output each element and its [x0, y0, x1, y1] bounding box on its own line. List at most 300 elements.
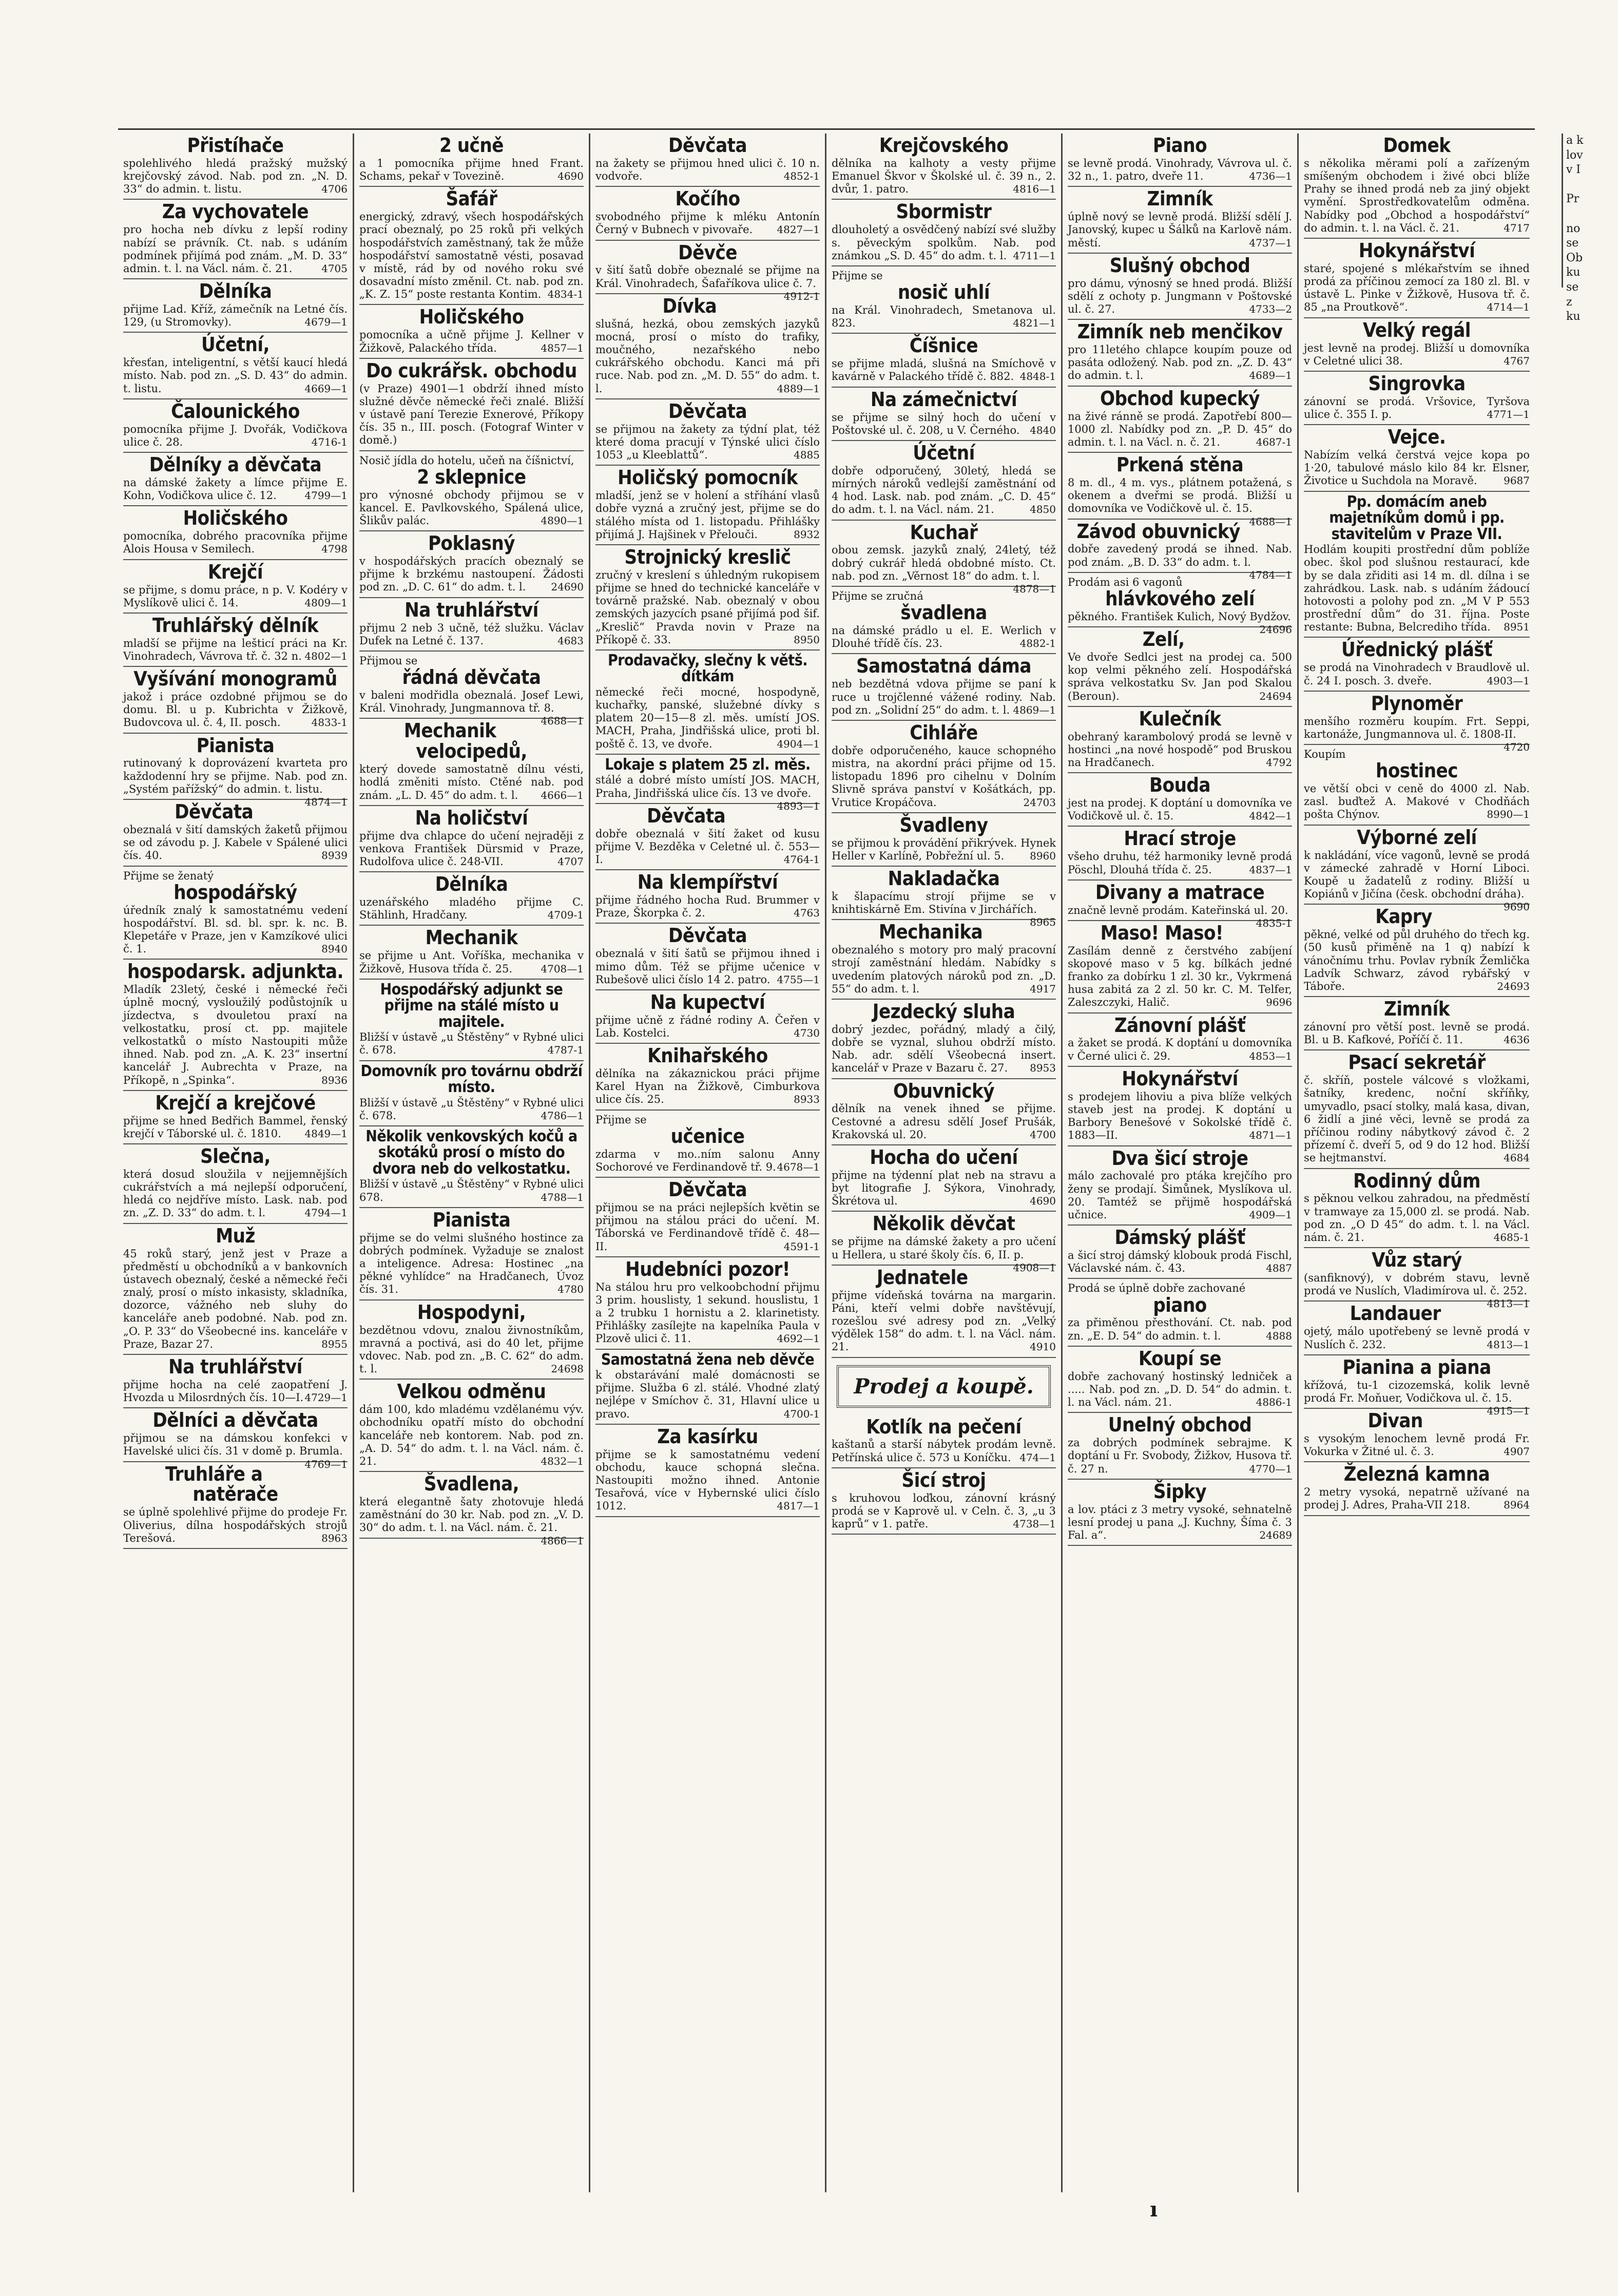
- ad-number: 4690: [1030, 1195, 1056, 1208]
- classified-ad: [1068, 453, 1292, 528]
- ad-title: Zelí,: [1142, 628, 1185, 651]
- ad-number: 4885: [794, 449, 820, 462]
- classified-ad: [832, 521, 1056, 595]
- ad-text: všeho druhu, též harmoniky levně prodá Pöschl, Dlouhá třída č. 25. 4837—1: [1068, 850, 1292, 876]
- ad-number: 8955: [321, 1337, 348, 1350]
- classified-ad: [832, 266, 1056, 334]
- ad-title: Cihláře: [910, 721, 978, 744]
- classified-ad: [1068, 133, 1292, 187]
- ad-title: Železná kamna: [1343, 1463, 1490, 1486]
- ad-number: 4678—1: [777, 1160, 820, 1173]
- ad-text: rutinovaný k doprovázení kvarteta pro každodenní hry se přijme. Nab. pod zn. „Systém pařížský“ do admin. t. listu. 4874—1: [123, 757, 348, 809]
- classified-ad: [359, 1472, 584, 1547]
- ad-number: 4908—1: [1013, 1261, 1056, 1274]
- ad-text: zánovní pro větší post. levně se prodá. Bl. u B. Kafkové, Poříčí č. 11. 4636: [1304, 1020, 1530, 1046]
- ad-number: 4716-1: [311, 435, 348, 448]
- ad-title: 2 učně: [439, 134, 504, 157]
- ad-text: (sanfiknový), v dobrém stavu, levně prodá ve Nuslích, Vladimírova ul. č. 252. 4813—1: [1304, 1272, 1530, 1310]
- ad-title: Šipky: [1153, 1480, 1207, 1503]
- ad-text: stálé a dobré místo umístí JOS. MACH, Praha, Jindřišská ulice čís. 13 ve dvoře. 4893—1: [595, 774, 820, 812]
- classified-ad: [1068, 1347, 1292, 1413]
- ad-text: obou zemsk. jazyků znalý, 24letý, též dobrý cukrář hledá obdobné místo. Ct. nab. pod zn. „Věrnost 18“ do adm. t. l. 4878—1: [832, 544, 1056, 595]
- ad-title: Děvčata: [647, 804, 726, 827]
- ad-text: který dovede samostatně dílnu vésti, hodlá změniti místo. Ctěné nab. pod znám. „L. D. 45“ do adm. t. l. 4666—1: [359, 763, 584, 801]
- ad-text: obeznalá v šití damských žaketů přijmou se od závodu p. J. Kabele v Spálené ulici čís. 40. 8939: [123, 823, 348, 862]
- classified-ad: [595, 466, 820, 545]
- classified-ad: [1068, 881, 1292, 929]
- ad-title: Hospodářský adjunkt se přijme na stálé místo u majitele.: [380, 980, 563, 1031]
- ad-number: 4755—1: [777, 973, 820, 986]
- ad-number: 4689—1: [1249, 369, 1292, 382]
- classified-ad: [832, 587, 1056, 654]
- classified-ad: [123, 614, 348, 667]
- ad-text: která elegantně šaty zhotovuje hledá zaměstnání do 30 kr. Nab. pod zn. „V. D. 30“ do adm. t. l. na Václ. nám. č. 21. 4866—1: [359, 1496, 584, 1547]
- ad-text: svobodného přijme k mléku Antonín Černý v Bubnech v pivovaře. 4827—1: [595, 211, 820, 236]
- ad-text: se prodá na Vinohradech v Braudlově ul. č. 24 I. posch. 3. dveře. 4903—1: [1304, 661, 1530, 687]
- ad-text: se levně prodá. Vinohrady, Vávrova ul. č. 32 n., 1. patro, dveře 11. 4736—1: [1068, 157, 1292, 183]
- classified-ad: [1068, 1013, 1292, 1067]
- classified-ad: [359, 652, 584, 728]
- classified-ad: [123, 867, 348, 960]
- edge-fragment: se: [1566, 280, 1579, 294]
- ad-number: 4890—1: [541, 514, 584, 527]
- ad-number: 4849—1: [304, 1127, 348, 1140]
- ad-title: Účetní,: [201, 333, 270, 356]
- ad-text: obeznalého s motory pro malý pracovní strojí zaměstnání hledám. Nabídky s uvedením platových nároků pod zn. „D. 55“ do adm. t. l. 4917: [832, 944, 1056, 995]
- footer-mark: ı: [1150, 2197, 1158, 2222]
- ad-number: 8951: [1504, 621, 1530, 634]
- column-4: [826, 133, 1063, 2192]
- ad-text: s kruhovou loďkou, zánovní krásný prodá se v Kaprově ul. v Celn. č. 3, „u 3 kaprů“ v 1. patře. 4738—1: [832, 1491, 1056, 1530]
- ad-text: 8 m. dl., 4 m. vys., plátnem potažená, s okenem a dveřmi se prodá. Bližší u domovníka ve Vodičkově ul. č. 15. 4688—1: [1068, 476, 1292, 528]
- ad-text: uzenářského mladého přijme C. Stählinh, Hradčany. 4709-1: [359, 896, 584, 922]
- classified-ad: [1068, 827, 1292, 880]
- ad-text: přijme se hned Bedřich Bammel, řenský krejčí v Táborské ul. č. 1810. 4849—1: [123, 1114, 348, 1140]
- ad-title: Za kasírku: [657, 1425, 758, 1448]
- classified-ad: [1068, 1226, 1292, 1279]
- ad-text: jest na prodej. K doptání u domovníka ve Vodičkově ul. č. 15. 4842—1: [1068, 797, 1292, 822]
- ad-title: učenice: [670, 1124, 745, 1147]
- ad-number: 4692—1: [777, 1332, 820, 1345]
- ad-text: spolehlivého hledá pražský mužský krejčovský závod. Nab. pod zn. „N. D. 33“ do admin. t. listu. 4706: [123, 157, 348, 196]
- ad-text: 2 metry vysoká, nepatrně užívané na prodej J. Adres, Praha-VII 218. 8964: [1304, 1486, 1530, 1511]
- ad-number: 4816—1: [1013, 183, 1056, 196]
- edge-fragment: a k: [1566, 134, 1584, 147]
- ad-number: 4711—1: [1013, 249, 1056, 262]
- ad-title: Dělníci a děvčata: [152, 1409, 318, 1432]
- ad-number: 24689: [1259, 1529, 1292, 1542]
- ad-text: přijme se k samostatnému vedení obchodu, kauce schopná slečna. Nastoupiti možno ihned. Antonie Tesařová, více v Hybernské ulici číslo 1012. 4817—1: [595, 1448, 820, 1513]
- ad-number: 4866—1: [541, 1534, 584, 1547]
- classified-ad: [1068, 254, 1292, 320]
- classified-ad: [595, 294, 820, 399]
- classified-ad: [832, 334, 1056, 387]
- ad-title: piano: [1153, 1293, 1207, 1316]
- ad-title: Děvčata: [668, 1178, 747, 1201]
- ad-title: Truhlářský dělník: [152, 614, 319, 637]
- ad-number: 4736—1: [1249, 170, 1292, 183]
- ad-text: bezdětnou vdovu, znalou živnostníkům, mravná a poctivá, asi do 40 let, přijme vdovec. Nab. pod zn. „B. C. 62“ do adm. t. l. 24698: [359, 1324, 584, 1375]
- ad-number: 24694: [1259, 690, 1292, 702]
- ad-title: Čalounického: [171, 399, 300, 423]
- classified-ad: [123, 960, 348, 1090]
- ad-title: Samostatná dáma: [856, 655, 1031, 678]
- ad-text: úředník znalý k samostatnému vedení hospodářství. Bl. sd. bl. spr. k. nc. B. Klepetáře v Praze, jen v Kamzíkové ulici č. 1. 8940: [123, 904, 348, 955]
- column-3: [590, 133, 826, 2192]
- ad-text: obehraný karambolový prodá se levně v hostinci „na nové hospodě“ pod Bruskou na Hradčanech. 4792: [1068, 730, 1292, 769]
- ad-number: 8940: [321, 943, 348, 955]
- ad-number: 4882-1: [1019, 637, 1056, 650]
- classified-ad: [123, 667, 348, 733]
- ad-number: 4813—1: [1487, 1297, 1530, 1310]
- ad-title: Prkená stěna: [1116, 453, 1244, 476]
- ad-title: hospodářský: [174, 881, 297, 904]
- ad-text: dobře odporučený, 30letý, hledá se mírných nároků vedlejší zaměstnání od 4 hod. Lask. nab. pod znám. „C. D. 45“ do adm. t. l. na Václ. nám. 21. 4850: [832, 464, 1056, 516]
- ad-number: 4730: [794, 1026, 820, 1039]
- ad-number: 4709-1: [547, 909, 584, 922]
- classified-ad: [595, 804, 820, 870]
- ad-title: Zimník neb menčikov: [1077, 320, 1283, 343]
- ad-text: k obstarávání malé domácnosti se přijme. Služba 6 zl. stálé. Vhodné zlatý nejlépe v Smíchov č. 31, Hlavní ulice u pravo. 4700-1: [595, 1369, 820, 1420]
- ad-number: 4685-1: [1493, 1231, 1530, 1244]
- ad-number: 4786—1: [541, 1109, 584, 1122]
- ad-number: 4869—1: [1013, 703, 1056, 716]
- ad-number: 8963: [321, 1532, 348, 1544]
- ad-text: dělník na venek ihned se přijme. Cestovné a adresu sdělí Josef Prušák, Krakovská ul. 20. 4700: [832, 1102, 1056, 1141]
- ad-text: přijme hocha na celé zaopatření J. Hvozda u Milosrdných čís. 10—I. 4729—1: [123, 1378, 348, 1404]
- ad-text: přijmu 2 neb 3 učně, též služku. Václav Dufek na Letné č. 137. 4683: [359, 621, 584, 647]
- classified-ad: [1304, 239, 1530, 318]
- edge-fragment: ku: [1566, 310, 1581, 323]
- ad-title: Hokynářství: [1122, 1067, 1238, 1090]
- ad-number: 4817—1: [777, 1500, 820, 1513]
- ad-text: č. skříň, postele válcové s vložkami, šatníky, kredenc, noční skříňky, umyvadlo, psací stolky, malá kasa, divan, 6 židlí a jiné věci, levně se prodá za příčinou rodiny nábytkový závod č. 2 přízemí č. dveří 5, od 9 do 12 hod. Bližší se hejtmanství. 4684: [1304, 1074, 1530, 1164]
- ad-text: v šití šatů dobře obeznalé se přijme na Král. Vinohradech, Šafaříkova ulice č. 7. 4912-1: [595, 264, 820, 302]
- ad-title: Vůz starý: [1372, 1249, 1462, 1272]
- ad-prefix: Prodá se úplně dobře zachované: [1068, 1282, 1246, 1295]
- ad-title: Jezdecký sluha: [872, 1000, 1015, 1023]
- ad-title: Pp. domácím aneb majetníkům domů i pp. stavitelům v Praze VII.: [1329, 492, 1505, 543]
- ad-text: dobře zavedený prodá se ihned. Nab. pod znám. „B. D. 33“ do adm. t. l. 4784—1: [1068, 543, 1292, 581]
- ad-title: Několik venkovských kočů a skotáků prosí o místo do dvora neb do velkostatku.: [365, 1127, 577, 1178]
- classified-ad: [123, 1224, 348, 1355]
- classified-ad: [359, 451, 584, 532]
- ad-number: 8990—1: [1487, 808, 1530, 821]
- ad-text: Hodlám koupiti prostřední dům poblíže obec. škol pod slušnou restaurací, kde by se dala zřiditi asi 14 m. dl. dílna i se zahrádkou. Lask. nab. s udáním žádoucí hotovosti a polohy pod zn. „M V P 553 prostřední dům“ do 31. října. Poste restante: Bubna, Belcrediho třída. 8951: [1304, 543, 1530, 634]
- ad-title: Sbormistr: [896, 200, 992, 223]
- classified-ad: [123, 399, 348, 453]
- classified-ad: [123, 1091, 348, 1144]
- ad-text: a lov. ptáci z 3 metry vysoké, sehnatelně lesní prodej u pana „J. Kuchny, Šíma č. 3 Fal. a“. 24689: [1068, 1503, 1292, 1542]
- ad-number: 4874—1: [304, 796, 348, 809]
- ad-number: 4780: [557, 1283, 584, 1296]
- ad-number: 8939: [321, 849, 348, 862]
- ad-number: 4792: [1266, 756, 1292, 769]
- ad-title: Švadlena,: [423, 1472, 519, 1496]
- classified-ad: [595, 1350, 820, 1425]
- ad-text: dlouholetý a osvědčený nabízí své služby s. pěveckým spolkům. Nab. pod známkou „S. D. 45“ do adm. t. l. 4711—1: [832, 223, 1056, 262]
- ad-number: 4852-1: [783, 170, 820, 183]
- ad-number: 4832—1: [541, 1455, 584, 1467]
- ad-title: Krejčovského: [879, 134, 1009, 157]
- ad-title: Přistíhače: [187, 134, 284, 157]
- ad-number: 24696: [1259, 623, 1292, 636]
- ad-title: Kočího: [675, 187, 740, 211]
- ad-number: 4714—1: [1487, 301, 1530, 314]
- ad-title: Velký regál: [1363, 318, 1471, 341]
- ad-title: Kotlík na pečení: [866, 1415, 1022, 1438]
- ad-text: přijmou se na dámskou konfekci v Havelské ulici čís. 31 v domě p. Brumla. 4769—1: [123, 1432, 348, 1470]
- classified-ad: [1068, 1413, 1292, 1479]
- ad-number: 4684: [1504, 1152, 1530, 1164]
- classified-ad: [123, 1408, 348, 1470]
- classified-ad: [123, 200, 348, 279]
- ad-number: 4666—1: [541, 789, 584, 801]
- ad-title: Pianista: [432, 1208, 511, 1231]
- ad-text: jakož i práce ozdobné přijmou se do domu. Bl. u p. Kubrichta v Žižkově, Budovcova ul. č. 4, II. posch. 4833-1: [123, 691, 348, 729]
- ad-number: 4871—1: [1249, 1129, 1292, 1142]
- ad-number: 8950: [794, 633, 820, 646]
- ad-number: 4769—1: [304, 1458, 348, 1470]
- ad-title: Šafář: [446, 187, 497, 211]
- ad-title: Unelný obchod: [1108, 1413, 1252, 1437]
- ad-number: 4636: [1504, 1034, 1530, 1046]
- classified-ad: [1304, 1248, 1530, 1310]
- ad-number: 4770—1: [1249, 1462, 1292, 1475]
- classified-ad: [1068, 627, 1292, 707]
- ad-title: Dámský plášť: [1114, 1226, 1245, 1249]
- classified-ad: [1068, 320, 1292, 386]
- classified-ad: [1068, 773, 1292, 827]
- classified-ad: [1068, 707, 1292, 773]
- classified-ad: [123, 1355, 348, 1408]
- ad-text: s několika měrami polí a zařízeným smíšeným obchodem i živé obci blíže Prahy se ihned prodá neb za jiný objekt vymění. Sprostředkovatelům odměna. Nabídky pod „Obchod a hospodářství“ do admin. t. l. na Václ. č. 21. 4717: [1304, 157, 1530, 234]
- classified-ad: [595, 1257, 820, 1350]
- ad-number: 4738—1: [1013, 1518, 1056, 1530]
- ad-title: Dělníka: [435, 873, 508, 896]
- ad-title: Muž: [216, 1224, 255, 1247]
- edge-fragment: lov: [1566, 148, 1583, 162]
- ad-number: 4827—1: [777, 223, 820, 236]
- classified-ad: [595, 870, 820, 924]
- ad-number: 4733—2: [1249, 302, 1292, 315]
- ad-text: na dámské prádlo u el. E. Werlich v Dlouhé třídě čís. 23. 4882-1: [832, 624, 1056, 650]
- classified-ad: [1068, 921, 1292, 1013]
- ad-number: 4771—1: [1487, 408, 1530, 420]
- ad-text: ojetý, málo upotřebený se levně prodá v Nuslích č. 232. 4813—1: [1304, 1325, 1530, 1351]
- ad-title: Zánovní plášť: [1114, 1013, 1246, 1037]
- ad-text: pro dámu, výnosný se hned prodá. Bližší sdělí z ochoty p. Jungmann v Poštovské ul. č. 27. 4733—2: [1068, 277, 1292, 315]
- ad-title: Dělníka: [199, 280, 272, 303]
- classified-ad: [359, 806, 584, 872]
- ad-number: 8960: [1030, 849, 1056, 862]
- classified-ad: [1304, 1169, 1530, 1249]
- classified-ad: [123, 1462, 348, 1549]
- ad-text: pomocníka a učně přijme J. Kellner v Žižkově, Palackého třída. 4857—1: [359, 329, 584, 354]
- ad-text: přijme Lad. Kříž, zámečník na Letné čís. 129, (u Stromovky). 4679—1: [123, 302, 348, 329]
- classified-ad: [359, 133, 584, 187]
- ad-number: 4700: [1030, 1128, 1056, 1141]
- ad-text: Nabízím velká čerstvá vejce kopa po 1·20, tabulové máslo kilo 84 kr. Elsner, Životice u Suchdola na Moravě. 9687: [1304, 449, 1530, 487]
- classified-ad: [595, 133, 820, 187]
- ad-number: 4912-1: [783, 290, 820, 302]
- classified-ad: [595, 1425, 820, 1517]
- ad-number: 4767: [1504, 354, 1530, 367]
- ad-title: Zimník: [1384, 998, 1450, 1021]
- classified-ad: [1304, 997, 1530, 1050]
- ad-title: Plynoměr: [1371, 692, 1463, 715]
- ad-title: Velkou odměnu: [397, 1380, 546, 1403]
- ad-text: dělníka na zákaznickou práci přijme Karel Hyan na Žižkově, Cimburkova ulice čís. 25. 8933: [595, 1067, 820, 1106]
- ad-number: 4784—1: [1249, 568, 1292, 581]
- ad-title: Mechanik: [425, 926, 518, 949]
- ad-title: Na kupectví: [650, 990, 765, 1013]
- ad-title: Hospodyni,: [417, 1300, 526, 1324]
- ad-title: nosič uhlí: [897, 281, 990, 304]
- classified-ad: [595, 399, 820, 466]
- ad-title: Na holičství: [415, 806, 528, 829]
- ad-title: Děvčata: [668, 924, 747, 947]
- ad-prefix: Přijmou se: [359, 654, 418, 667]
- ad-title: Dělníky a děvčata: [149, 453, 322, 476]
- ad-text: na živé ránně se prodá. Zapotřebí 800—1000 zl. Nabídky pod zn. „P. D. 45“ do admin. t. l. na Václ. n. č. 21. 4687-1: [1068, 410, 1292, 448]
- classified-ad: [595, 755, 820, 812]
- ad-text: za přiměnou přesthování. Ct. nab. pod zn. „E. D. 54“ do admin. t. l. 4888: [1068, 1316, 1292, 1342]
- ad-text: Ve dvoře Sedlci jest na prodej ca. 500 kop velmi pěkného zelí. Hospodářská správa velkostatku Sv. Jan pod Skalou (Beroun). 24694: [1068, 650, 1292, 702]
- classified-ad: [595, 650, 820, 755]
- classified-ad: [1304, 425, 1530, 491]
- ad-title: Hrací stroje: [1124, 827, 1236, 850]
- ad-text: se přijme se silný hoch do učení v Poštovské ul. č. 208, u V. Černého. 4840: [832, 411, 1056, 436]
- ad-number: 4907: [1504, 1445, 1530, 1458]
- ad-text: pro hocha neb dívku z lepší rodiny nabízí se právník. Ct. nab. s udáním podmínek přijímá pod znám. „M. D. 33“ admin. t. l. na Václ. nám. č. 21. 4705: [123, 223, 348, 275]
- ad-number: 8964: [1504, 1499, 1530, 1511]
- ad-text: a 1 pomocníka přijme hned Frant. Schams, pekař v Tovezině. 4690: [359, 157, 584, 183]
- classified-ad: [832, 1212, 1056, 1274]
- ad-number: 4787-1: [547, 1044, 584, 1057]
- classified-ad: [359, 926, 584, 979]
- ad-title: Mechanik velocipedů,: [403, 719, 527, 763]
- ad-title: Dva šicí stroje: [1111, 1146, 1248, 1170]
- ad-number: 4679—1: [304, 316, 348, 329]
- ad-text: k nakládání, více vagonů, levně se prodá v zámecké zahradě v Horní Liboci. Koupě u žadatelů z rodiny. Bližší u Kopiánů v Jičína (česk. obchodní dráha). 9690: [1304, 849, 1530, 913]
- ad-title: Krejčí: [207, 560, 263, 583]
- edge-fragment: [1566, 178, 1618, 193]
- ad-text: mladší se přijme na lešticí práci na Kr. Vinohradech, Vávrova tř. č. 32 n. 4802—1: [123, 637, 348, 662]
- ad-number: 4788—1: [541, 1191, 584, 1203]
- ad-number: 4878—1: [1013, 582, 1056, 595]
- ad-title: Na zámečnictví: [870, 388, 1017, 411]
- classified-ad: [1068, 187, 1292, 253]
- classified-ad: [123, 333, 348, 399]
- ad-number: 4887: [1266, 1262, 1292, 1275]
- classified-ad: [359, 187, 584, 305]
- ad-text: křesťan, inteligentní, s větší kaucí hledá místo. Nab. pod zn. „S. D. 43“ do admin. t. listu. 4669—1: [123, 356, 348, 395]
- classified-ad: [359, 1126, 584, 1208]
- ad-text: dělníka na kalhoty a vesty přijme Emanuel Škvor v Školské ul. č. 39 n., 2. dvůr, 1. patro. 4816—1: [832, 157, 1056, 196]
- ad-text: jest levně na prodej. Bližší u domovníka v Celetné ulici 38. 4767: [1304, 341, 1530, 367]
- columns-container: [118, 133, 1535, 2192]
- ad-title: Hudebníci pozor!: [625, 1257, 790, 1280]
- classified-ad: [832, 1145, 1056, 1212]
- ad-text: Na stálou hru pro velkoobchodní přijmu 3 prim. houslisty, 1 sekund. houslistu, 1 a 2 trubku 1 hornistu a 2. klarinetisty. Přihlášky zasílejte na kapelníka Paula v Plzově ulici č. 11. 4692—1: [595, 1280, 820, 1345]
- ad-number: 4910: [1030, 1341, 1056, 1353]
- ad-title: Samostatná žena neb děvče: [601, 1350, 815, 1369]
- ad-title: Piano: [1152, 134, 1207, 157]
- ad-number: 4909—1: [1249, 1208, 1292, 1221]
- ad-text: zručný v kreslení s úhledným rukopisem přijme se hned do technické kanceláře v továrně pražské. Nab. obeznalý v obou zemských jazycích psané přijímá pod šif. „Kreslič“ Pravda novin v Praze na Příkopě č. 33. 8950: [595, 568, 820, 646]
- column-5: [1063, 133, 1299, 2192]
- ad-text: se přijme, s domu práce, n p. V. Kodéry v Myslíkově ulici č. 14. 4809—1: [123, 583, 348, 609]
- ad-title: Obchod kupecký: [1100, 387, 1260, 410]
- ad-text: ve větší obci v ceně do 4000 zl. Nab. zasl. buďtež A. Makové v Chodňách pošta Chýnov. 8990—1: [1304, 782, 1530, 821]
- ad-text: dobře odporučeného, kauce schopného mistra, na akordní práci přijme od 15. listopadu 1896 pro cihelnu v Dolním Slivně správa panství v Košátkách, pp. Vrutice Kropáčova. 24703: [832, 744, 1056, 809]
- ad-text: se přijmou k provádění přikrývek. Hynek Heller v Karlíně, Pobřežní ul. 5. 8960: [832, 836, 1056, 862]
- classified-ad: [1304, 1050, 1530, 1169]
- ad-number: 4915—1: [1487, 1405, 1530, 1417]
- ad-title: Hokynářství: [1358, 239, 1475, 262]
- ad-number: 8933: [794, 1093, 820, 1106]
- ad-title: Divany a matrace: [1095, 881, 1265, 904]
- ad-title: Domek: [1383, 134, 1451, 157]
- ad-number: 4720: [1504, 740, 1530, 753]
- ad-title: Na klempířství: [637, 871, 778, 894]
- ad-text: se přijme mladá, slušná na Smíchově v kavárně v Palackého třídě č. 882. 4848-1: [832, 357, 1056, 383]
- ad-title: Mechanika: [878, 921, 983, 944]
- ad-title: Dívka: [662, 294, 717, 317]
- ad-title: Truhláře a natěrače: [165, 1462, 278, 1506]
- ad-text: dám 100, kdo mladému vzdělanému výv. obchodníku opatří místo do obchodní kanceláře neb kontorem. Nab. pod zn. „A. D. 54“ do adm. t. l. na Václ. nám. č. 21. 4832—1: [359, 1403, 584, 1467]
- ad-title: Obuvnický: [893, 1079, 994, 1102]
- ad-title: Singrovka: [1368, 372, 1466, 395]
- classified-ad: [1068, 1480, 1292, 1546]
- classified-ad: [595, 1178, 820, 1257]
- classified-ad: [359, 719, 584, 806]
- ad-title: Na truhlářství: [168, 1355, 302, 1379]
- ad-title: Kuchař: [910, 521, 978, 544]
- ad-title: švadlena: [900, 601, 987, 624]
- ad-text: se přijme na dámské žakety a pro učení u Hellera, u staré školy čís. 6, II. p. 4908—1: [832, 1235, 1056, 1274]
- ad-title: Landauer: [1350, 1302, 1441, 1325]
- classified-ad: [832, 441, 1056, 521]
- ad-number: 9687: [1504, 474, 1530, 487]
- ad-text: mladší, jenž se v holení a stříhání vlasů dobře vyzná a zručný jest, přijme se do stálého místa od 1. listopadu. Přihlášky přijímá J. Hajšinek v Přelouči. 8932: [595, 489, 820, 541]
- ad-number: 4837—1: [1249, 863, 1292, 876]
- classified-ad: [832, 920, 1056, 1000]
- ad-number: 4802—1: [304, 649, 348, 662]
- ad-title: hlávkového zelí: [1105, 587, 1255, 610]
- ad-number: 4717: [1504, 221, 1530, 234]
- ad-title: Holičský pomocník: [618, 466, 798, 489]
- ad-number: 4903—1: [1487, 674, 1530, 687]
- classified-ad: [1304, 133, 1530, 239]
- ad-text: která dosud sloužila v nejjemnějších cukrářstvích a má nejlepší odporučení, hledá co nejdříve místo. Lask. nab. pod zn. „Z. D. 33“ do adm. t. l. 4794—1: [123, 1168, 348, 1219]
- column-6: [1299, 133, 1535, 2192]
- ad-prefix: Přijme se: [832, 269, 883, 282]
- ad-text: na žakety se přijmou hned ulici č. 10 n. vodvoře. 4852-1: [595, 157, 820, 183]
- ad-number: 4688—1: [1249, 515, 1292, 528]
- classified-ad: [832, 1468, 1056, 1535]
- ad-number: 4904—1: [777, 737, 820, 750]
- ad-text: staré, spojené s mlékařstvím se ihned prodá za příčinou zemocí za 180 zl. Bl. v ústavě L. Pinke v Žižkově, Husova tř. č. 85 „na Proutkově“. 4714—1: [1304, 262, 1530, 314]
- ad-number: 4917: [1030, 982, 1056, 995]
- ad-title: Několik děvčat: [872, 1212, 1015, 1235]
- classified-ad: [123, 279, 348, 333]
- ad-text: přijme učně z řádné rodiny A. Čeřen v Lab. Kostelci. 4730: [595, 1013, 820, 1039]
- classified-ad: [359, 598, 584, 652]
- edge-fragment: Pr: [1566, 193, 1580, 206]
- ad-title: Psací sekretář: [1348, 1051, 1486, 1074]
